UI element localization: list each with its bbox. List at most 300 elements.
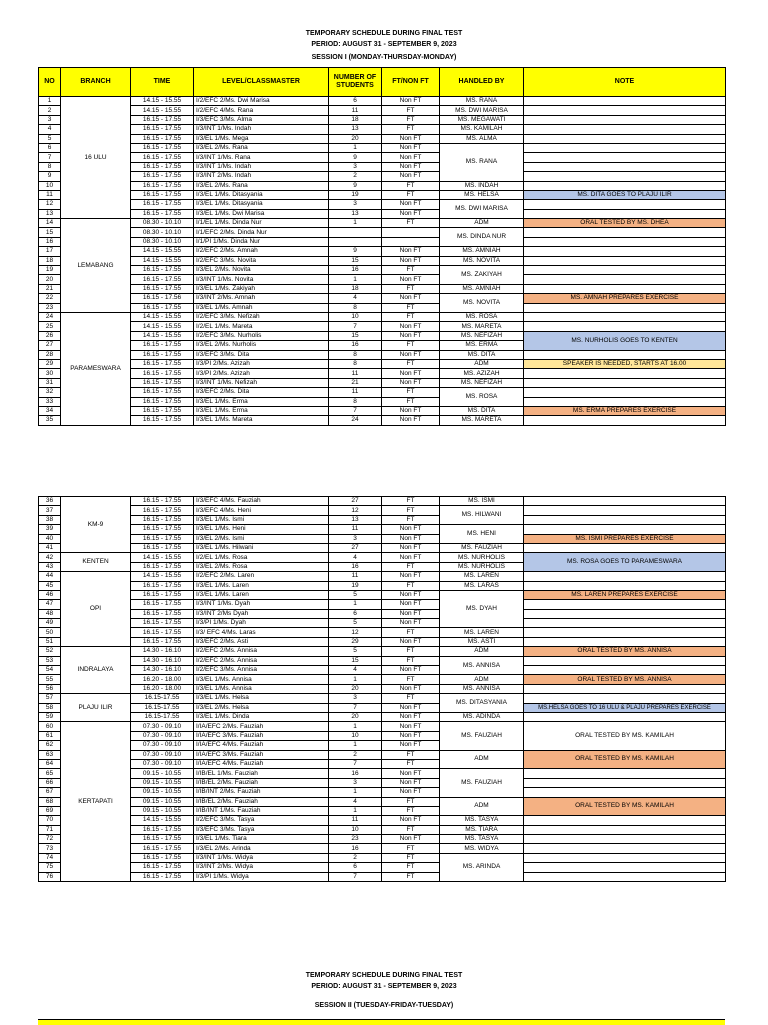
students-cell: 11 bbox=[329, 369, 382, 378]
level-cell: I/2/EFC 3/Ms. Nurholis bbox=[194, 331, 329, 340]
note-cell bbox=[524, 525, 726, 534]
time-cell: 07.30 - 09.10 bbox=[131, 741, 194, 750]
row-number: 7 bbox=[39, 153, 61, 162]
ft-cell: FT bbox=[382, 341, 440, 350]
students-cell: 3 bbox=[329, 534, 382, 543]
time-cell: 16.15-17.55 bbox=[131, 694, 194, 703]
level-cell: I/3/EL 2/Ms. Ismi bbox=[194, 534, 329, 543]
table-row bbox=[39, 581, 726, 590]
row-number: 63 bbox=[39, 750, 61, 759]
handled-by-cell: MS. NOVITA bbox=[440, 256, 524, 265]
handled-by-cell: MS. NURHOLIS bbox=[440, 553, 524, 562]
table-row bbox=[39, 284, 726, 293]
time-cell: 16.15 - 17.55 bbox=[131, 115, 194, 124]
ft-cell: FT bbox=[382, 266, 440, 275]
note-cell bbox=[524, 619, 726, 628]
level-cell: I/IA/EFC 2/Ms. Fauziah bbox=[194, 722, 329, 731]
note-cell bbox=[524, 816, 726, 825]
branch-cell: KM-9 bbox=[61, 497, 131, 553]
note-cell bbox=[524, 863, 726, 872]
note-cell bbox=[524, 543, 726, 552]
level-cell: I/3/EL 2/Ms. Nurholis bbox=[194, 341, 329, 350]
table-row bbox=[39, 534, 726, 543]
students-cell: 7 bbox=[329, 703, 382, 712]
ft-cell: Non FT bbox=[382, 788, 440, 797]
note-cell bbox=[524, 237, 726, 246]
students-cell: 16 bbox=[329, 844, 382, 853]
time-cell: 16.15 - 17.55 bbox=[131, 134, 194, 143]
level-cell: I/IB/EL 2/Ms. Fauziah bbox=[194, 797, 329, 806]
students-cell: 1 bbox=[329, 722, 382, 731]
note-cell bbox=[524, 844, 726, 853]
time-cell: 14.15 - 15.55 bbox=[131, 331, 194, 340]
row-number: 14 bbox=[39, 219, 61, 228]
ft-cell: Non FT bbox=[382, 600, 440, 609]
table-row bbox=[39, 256, 726, 265]
table-row bbox=[39, 331, 726, 340]
row-number: 47 bbox=[39, 600, 61, 609]
branch-cell: LEMABANG bbox=[61, 219, 131, 313]
time-cell: 16.15 - 17.55 bbox=[131, 190, 194, 199]
handled-by-cell: MS. DITA bbox=[440, 406, 524, 415]
table-row bbox=[39, 656, 726, 665]
branch-cell: KENTEN bbox=[61, 553, 131, 572]
students-cell: 6 bbox=[329, 97, 382, 106]
note-cell bbox=[524, 609, 726, 618]
handled-by-cell: MS. FAUZIAH bbox=[440, 769, 524, 797]
handled-by-cell: MS. HENI bbox=[440, 525, 524, 544]
row-number: 6 bbox=[39, 143, 61, 152]
handled-by-cell: MS. HILWANI bbox=[440, 506, 524, 525]
row-number: 22 bbox=[39, 294, 61, 303]
note-cell bbox=[524, 143, 726, 152]
time-cell: 16.15 - 17.55 bbox=[131, 628, 194, 637]
note-cell: MS. LAREN PREPARES EXERCISE bbox=[524, 590, 726, 599]
students-cell: 23 bbox=[329, 835, 382, 844]
row-number: 54 bbox=[39, 666, 61, 675]
students-cell: 7 bbox=[329, 872, 382, 881]
students-cell: 11 bbox=[329, 816, 382, 825]
ft-cell: Non FT bbox=[382, 97, 440, 106]
ft-cell: FT bbox=[382, 581, 440, 590]
row-number: 8 bbox=[39, 162, 61, 171]
level-cell: I/3/EL 2/Ms. Rana bbox=[194, 143, 329, 152]
level-cell: I/3/EFC 4/Ms. Fauziah bbox=[194, 497, 329, 506]
table-row bbox=[39, 397, 726, 406]
table-row bbox=[39, 209, 726, 218]
session2-period: PERIOD: AUGUST 31 - SEPTEMBER 9, 2023 bbox=[311, 983, 457, 990]
table-row bbox=[39, 275, 726, 284]
table-row bbox=[39, 172, 726, 181]
students-cell: 6 bbox=[329, 863, 382, 872]
time-cell: 16.15-17.55 bbox=[131, 712, 194, 721]
level-cell: I/3/INT 2/Ms Dyah bbox=[194, 609, 329, 618]
handled-by-cell: MS. HELSA bbox=[440, 190, 524, 199]
students-cell: 7 bbox=[329, 759, 382, 768]
note-cell bbox=[524, 106, 726, 115]
row-number: 40 bbox=[39, 534, 61, 543]
students-cell: 3 bbox=[329, 162, 382, 171]
time-cell: 16.15 - 17.55 bbox=[131, 497, 194, 506]
table-row bbox=[39, 788, 726, 797]
note-cell: SPEAKER IS NEEDED, STARTS AT 16.00 bbox=[524, 359, 726, 368]
note-cell: MS. AMNAH PREPARES EXERCISE bbox=[524, 294, 726, 303]
handled-by-cell: MS. ALMA bbox=[440, 134, 524, 143]
students-cell: 19 bbox=[329, 190, 382, 199]
time-cell: 16.15 - 17.55 bbox=[131, 284, 194, 293]
handled-by-cell: ADM bbox=[440, 797, 524, 816]
time-cell: 07.30 - 09.10 bbox=[131, 731, 194, 740]
level-cell: I/3/INT 1/Ms. Rana bbox=[194, 153, 329, 162]
ft-cell: FT bbox=[382, 694, 440, 703]
handled-by-cell: MS. ADINDA bbox=[440, 712, 524, 721]
table-row bbox=[39, 312, 726, 321]
header-level: LEVEL/CLASSMASTER bbox=[194, 68, 329, 97]
ft-cell: FT bbox=[382, 106, 440, 115]
handled-by-cell: MS. LAREN bbox=[440, 628, 524, 637]
table-row bbox=[39, 416, 726, 425]
level-cell: I/3/EL 1/Ms. Helsa bbox=[194, 694, 329, 703]
students-cell: 4 bbox=[329, 553, 382, 562]
ft-cell: Non FT bbox=[382, 731, 440, 740]
row-number: 75 bbox=[39, 863, 61, 872]
level-cell: I/3/EL 1/Ms. Ismi bbox=[194, 515, 329, 524]
note-cell bbox=[524, 228, 726, 237]
header-note: NOTE bbox=[524, 68, 726, 97]
level-cell: I/3/EL 1/Ms. Tiara bbox=[194, 835, 329, 844]
table-row bbox=[39, 237, 726, 246]
note-cell: ORAL TESTED BY MS. ANNISA bbox=[524, 675, 726, 684]
time-cell: 16.15 - 17.55 bbox=[131, 525, 194, 534]
students-cell: 4 bbox=[329, 797, 382, 806]
level-cell: I/3/EL 1/Ms. Mega bbox=[194, 134, 329, 143]
table-row bbox=[39, 675, 726, 684]
branch-cell: 16 ULU bbox=[61, 97, 131, 219]
level-cell: I/IA/EFC 4/Ms. Fauziah bbox=[194, 759, 329, 768]
time-cell: 14.15 - 15.55 bbox=[131, 247, 194, 256]
header-branch: BRANCH bbox=[61, 68, 131, 97]
time-cell: 16.15 - 17.55 bbox=[131, 378, 194, 387]
table-row bbox=[39, 181, 726, 190]
row-number: 23 bbox=[39, 303, 61, 312]
level-cell: I/3/EFC 3/Ms. Dita bbox=[194, 350, 329, 359]
time-cell: 09.15 - 10.55 bbox=[131, 769, 194, 778]
ft-cell: Non FT bbox=[382, 200, 440, 209]
ft-cell: Non FT bbox=[382, 553, 440, 562]
students-cell: 8 bbox=[329, 303, 382, 312]
note-cell bbox=[524, 134, 726, 143]
note-cell bbox=[524, 628, 726, 637]
row-number: 65 bbox=[39, 769, 61, 778]
note-cell bbox=[524, 312, 726, 321]
ft-cell: Non FT bbox=[382, 172, 440, 181]
time-cell: 09.15 - 10.55 bbox=[131, 806, 194, 815]
ft-cell: FT bbox=[382, 303, 440, 312]
level-cell: I/IA/EFC 4/Ms. Fauziah bbox=[194, 741, 329, 750]
table-row bbox=[39, 115, 726, 124]
row-number: 24 bbox=[39, 312, 61, 321]
row-number: 17 bbox=[39, 247, 61, 256]
ft-cell: FT bbox=[382, 506, 440, 515]
note-cell bbox=[524, 515, 726, 524]
students-cell: 12 bbox=[329, 628, 382, 637]
row-number: 57 bbox=[39, 694, 61, 703]
ft-cell: FT bbox=[382, 284, 440, 293]
session1-title: TEMPORARY SCHEDULE DURING FINAL TEST bbox=[305, 30, 463, 37]
branch-cell: PLAJU ILIR bbox=[61, 694, 131, 722]
level-cell: I/3/EL 2/Ms. Novita bbox=[194, 266, 329, 275]
session2-session: SESSION II (TUESDAY-FRIDAY-TUESDAY) bbox=[314, 1002, 454, 1009]
level-cell: I/IA/EFC 3/Ms. Fauziah bbox=[194, 731, 329, 740]
note-cell bbox=[524, 637, 726, 646]
level-cell: I/2/EFC 4/Ms. Rana bbox=[194, 106, 329, 115]
level-cell: I/3/EL 1/Ms. Annisa bbox=[194, 684, 329, 693]
time-cell: 14.15 - 15.55 bbox=[131, 816, 194, 825]
time-cell: 16.15 - 17.55 bbox=[131, 581, 194, 590]
level-cell: I/2/EFC 3/Ms. Novita bbox=[194, 256, 329, 265]
time-cell: 09.15 - 10.55 bbox=[131, 788, 194, 797]
time-cell: 16.15 - 17.55 bbox=[131, 266, 194, 275]
students-cell: 2 bbox=[329, 853, 382, 862]
row-number: 49 bbox=[39, 619, 61, 628]
note-cell bbox=[524, 97, 726, 106]
handled-by-cell: MS. TASYA bbox=[440, 816, 524, 825]
level-cell: I/3/EL 1/Ms. Zakiyah bbox=[194, 284, 329, 293]
time-cell: 16.15 - 17.55 bbox=[131, 600, 194, 609]
note-cell bbox=[524, 209, 726, 218]
ft-cell: Non FT bbox=[382, 722, 440, 731]
students-cell: 8 bbox=[329, 359, 382, 368]
time-cell: 14.15 - 15.55 bbox=[131, 322, 194, 331]
students-cell: 20 bbox=[329, 684, 382, 693]
note-cell: MS. ERMA PREPARES EXERCISE bbox=[524, 406, 726, 415]
students-cell: 7 bbox=[329, 406, 382, 415]
level-cell: I/IB/INT 1/Ms. Fauziah bbox=[194, 806, 329, 815]
students-cell: 20 bbox=[329, 712, 382, 721]
note-cell bbox=[524, 600, 726, 609]
level-cell: I/2/EFC 3/Ms. Annisa bbox=[194, 666, 329, 675]
note-cell bbox=[524, 694, 726, 703]
ft-cell: Non FT bbox=[382, 134, 440, 143]
branch-cell: PARAMESWARA bbox=[61, 312, 131, 425]
table-row bbox=[39, 666, 726, 675]
level-cell: I/3/EFC 3/Ms. Alma bbox=[194, 115, 329, 124]
row-number: 43 bbox=[39, 562, 61, 571]
ft-cell: FT bbox=[382, 497, 440, 506]
students-cell: 1 bbox=[329, 219, 382, 228]
table-row bbox=[39, 628, 726, 637]
time-cell: 16.15 - 17.55 bbox=[131, 341, 194, 350]
header-no: NO bbox=[39, 68, 61, 97]
schedule-table-session1-continued bbox=[38, 496, 726, 882]
ft-cell: Non FT bbox=[382, 835, 440, 844]
table-row bbox=[39, 406, 726, 415]
row-number: 34 bbox=[39, 406, 61, 415]
level-cell: I/2/EFC 2/Ms. Dwi Marisa bbox=[194, 97, 329, 106]
level-cell: I/1/EFC 2/Ms. Dinda Nur bbox=[194, 228, 329, 237]
level-cell: I/3/EFC 3/Ms. Tasya bbox=[194, 825, 329, 834]
note-cell bbox=[524, 825, 726, 834]
row-number: 31 bbox=[39, 378, 61, 387]
time-cell: 16.15 - 17.55 bbox=[131, 143, 194, 152]
table-row bbox=[39, 359, 726, 368]
students-cell: 8 bbox=[329, 397, 382, 406]
time-cell: 16.15 - 17.55 bbox=[131, 619, 194, 628]
table-row bbox=[39, 219, 726, 228]
students-cell: 13 bbox=[329, 209, 382, 218]
time-cell: 16.15 - 17.55 bbox=[131, 406, 194, 415]
ft-cell: Non FT bbox=[382, 406, 440, 415]
students-cell: 11 bbox=[329, 106, 382, 115]
ft-cell: Non FT bbox=[382, 769, 440, 778]
ft-cell: Non FT bbox=[382, 534, 440, 543]
ft-cell: FT bbox=[382, 806, 440, 815]
handled-by-cell: MS. DITASYANIA bbox=[440, 694, 524, 713]
students-cell: 13 bbox=[329, 515, 382, 524]
note-cell bbox=[524, 303, 726, 312]
table-row bbox=[39, 134, 726, 143]
level-cell: I/3/EL 2/Ms. Helsa bbox=[194, 703, 329, 712]
level-cell: I/3/EL 1/Ms. Dinda bbox=[194, 712, 329, 721]
note-cell bbox=[524, 712, 726, 721]
note-cell: MS. DITA GOES TO PLAJU ILIR bbox=[524, 190, 726, 199]
note-cell bbox=[524, 769, 726, 778]
row-number: 33 bbox=[39, 397, 61, 406]
handled-by-cell: MS. NURHOLIS bbox=[440, 562, 524, 571]
row-number: 32 bbox=[39, 388, 61, 397]
level-cell: I/2/EFC 3/Ms. Tasya bbox=[194, 816, 329, 825]
ft-cell: Non FT bbox=[382, 590, 440, 599]
note-cell: ORAL TESTED BY MS. KAMILAH bbox=[524, 797, 726, 816]
level-cell: I/2/EFC 2/Ms. Annisa bbox=[194, 647, 329, 656]
row-number: 46 bbox=[39, 590, 61, 599]
students-cell: 1 bbox=[329, 143, 382, 152]
students-cell: 13 bbox=[329, 125, 382, 134]
handled-by-cell: MS. MARETA bbox=[440, 322, 524, 331]
time-cell: 16.15 - 17.55 bbox=[131, 590, 194, 599]
students-cell: 1 bbox=[329, 675, 382, 684]
time-cell: 16.15 - 17.55 bbox=[131, 209, 194, 218]
ft-cell: FT bbox=[382, 844, 440, 853]
students-cell: 1 bbox=[329, 788, 382, 797]
table-row bbox=[39, 303, 726, 312]
students-cell: 18 bbox=[329, 115, 382, 124]
ft-cell: FT bbox=[382, 515, 440, 524]
students-cell: 3 bbox=[329, 778, 382, 787]
time-cell: 16.15 - 17.55 bbox=[131, 397, 194, 406]
level-cell: I/2/EFC 3/Ms. Nefizah bbox=[194, 312, 329, 321]
note-cell: MS.HELSA GOES TO 16 ULU & PLAJU PREPARES EXERCISE bbox=[524, 703, 726, 712]
handled-by-cell: MS. MEGAWATI bbox=[440, 115, 524, 124]
row-number: 12 bbox=[39, 200, 61, 209]
handled-by-cell: MS. ARINDA bbox=[440, 853, 524, 881]
row-number: 38 bbox=[39, 515, 61, 524]
handled-by-cell: MS. ASTI bbox=[440, 637, 524, 646]
note-cell bbox=[524, 397, 726, 406]
note-cell bbox=[524, 350, 726, 359]
time-cell: 14.15 - 15.55 bbox=[131, 572, 194, 581]
row-number: 16 bbox=[39, 237, 61, 246]
table-row bbox=[39, 200, 726, 209]
level-cell: I/3/EL 1/Ms. Ditasyania bbox=[194, 200, 329, 209]
time-cell: 09.15 - 10.55 bbox=[131, 797, 194, 806]
students-cell: 8 bbox=[329, 350, 382, 359]
ft-cell: FT bbox=[382, 388, 440, 397]
row-number: 36 bbox=[39, 497, 61, 506]
students-cell: 7 bbox=[329, 322, 382, 331]
students-cell bbox=[329, 237, 382, 246]
table-row bbox=[39, 684, 726, 693]
time-cell: 16.15 - 17.55 bbox=[131, 835, 194, 844]
row-number: 48 bbox=[39, 609, 61, 618]
level-cell: I/3/INT 1/Ms. Dyah bbox=[194, 600, 329, 609]
note-cell bbox=[524, 153, 726, 162]
ft-cell: Non FT bbox=[382, 294, 440, 303]
time-cell: 16.15 - 17.55 bbox=[131, 534, 194, 543]
note-cell: ORAL TESTED BY MS. KAMILAH bbox=[524, 722, 726, 750]
students-cell bbox=[329, 228, 382, 237]
level-cell: I/3/PI 2/Ms. Azizah bbox=[194, 359, 329, 368]
note-cell bbox=[524, 656, 726, 665]
handled-by-cell: MS. DYAH bbox=[440, 590, 524, 628]
ft-cell: FT bbox=[382, 853, 440, 862]
time-cell: 07.30 - 09.10 bbox=[131, 750, 194, 759]
handled-by-cell: MS. ZAKIYAH bbox=[440, 266, 524, 285]
level-cell: I/3/INT 2/Ms. Indah bbox=[194, 172, 329, 181]
time-cell: 08.30 - 10.10 bbox=[131, 228, 194, 237]
time-cell: 14.15 - 15.55 bbox=[131, 97, 194, 106]
time-cell: 16.15 - 17.55 bbox=[131, 388, 194, 397]
ft-cell: Non FT bbox=[382, 143, 440, 152]
ft-cell: Non FT bbox=[382, 703, 440, 712]
table-row bbox=[39, 506, 726, 515]
time-cell: 14.15 - 15.55 bbox=[131, 256, 194, 265]
handled-by-cell: MS. DWI MARISA bbox=[440, 106, 524, 115]
row-number: 35 bbox=[39, 416, 61, 425]
ft-cell: FT bbox=[382, 675, 440, 684]
time-cell: 16.15 - 17.55 bbox=[131, 825, 194, 834]
level-cell: I/3/EL 1/Ms. Erma bbox=[194, 406, 329, 415]
handled-by-cell: MS. FAUZIAH bbox=[440, 543, 524, 552]
students-cell: 11 bbox=[329, 525, 382, 534]
students-cell: 5 bbox=[329, 619, 382, 628]
table-row bbox=[39, 525, 726, 534]
time-cell: 16.15 - 17.55 bbox=[131, 844, 194, 853]
row-number: 72 bbox=[39, 835, 61, 844]
students-cell: 27 bbox=[329, 497, 382, 506]
note-cell bbox=[524, 275, 726, 284]
level-cell: I/3/EFC 2/Ms. Dita bbox=[194, 388, 329, 397]
note-cell: MS. ISMI PREPARES EXERCISE bbox=[524, 534, 726, 543]
row-number: 10 bbox=[39, 181, 61, 190]
handled-by-cell: MS. FAUZIAH bbox=[440, 722, 524, 750]
level-cell: I/2/EFC 2/Ms. Laren bbox=[194, 572, 329, 581]
row-number: 61 bbox=[39, 731, 61, 740]
students-cell: 27 bbox=[329, 543, 382, 552]
level-cell: I/3/INT 1/Ms. Widya bbox=[194, 853, 329, 862]
table-row bbox=[39, 872, 726, 881]
level-cell: I/3/EL 2/Ms. Arinda bbox=[194, 844, 329, 853]
row-number: 13 bbox=[39, 209, 61, 218]
note-cell bbox=[524, 200, 726, 209]
ft-cell: Non FT bbox=[382, 543, 440, 552]
students-cell: 10 bbox=[329, 312, 382, 321]
students-cell: 1 bbox=[329, 806, 382, 815]
row-number: 4 bbox=[39, 125, 61, 134]
level-cell: I/3/INT 1/Ms. Nefizah bbox=[194, 378, 329, 387]
students-cell: 1 bbox=[329, 741, 382, 750]
note-cell bbox=[524, 581, 726, 590]
